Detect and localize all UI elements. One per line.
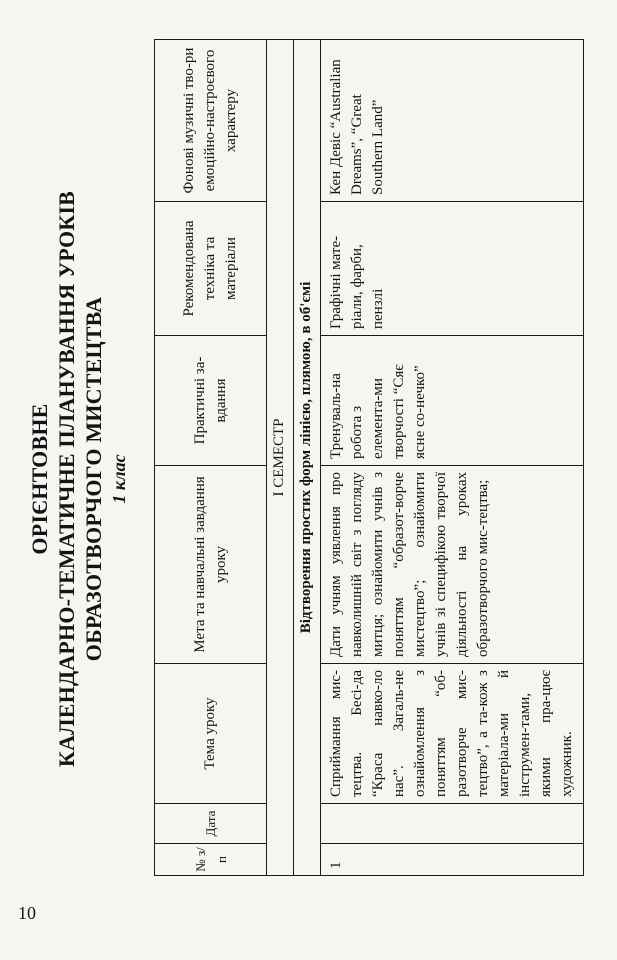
document-heading bbox=[26, 24, 146, 934]
cell-goal: Дати учням уявлення про навколишній світ з погляду митця; ознайомити учнів з поняттям “образот-ворче мистецтво”; ознайомити учнів зі специфікою творчої діяльності на уроках образотворчого мис-тецтва; bbox=[321, 466, 584, 664]
cell-materials: Графічні мате-ріали, фарби, пензлі bbox=[321, 202, 584, 336]
cell-topic: Сприймання мис-тецтва. Бесі-да “Краса навко-ло нас”. Загаль-не ознайомлення з поняттям “об-разотворче мис-тецтво”, а та-кож з матеріала-ми й інструмен-тами, якими пра-цює художник. bbox=[321, 664, 584, 804]
header-number: № з/п bbox=[155, 844, 267, 876]
lesson-plan-table bbox=[154, 39, 584, 876]
header-practical: Практичні за-вдання bbox=[155, 336, 267, 466]
title-line-1: ОРІЄНТОВНЕ bbox=[27, 403, 52, 555]
cell-practical: Тренуваль-на робота з елемента-ми творчості “Сяє ясне со-нечко” bbox=[321, 336, 584, 466]
header-goal: Мета та навчальні завдання уроку bbox=[155, 466, 267, 664]
section-title: Відтворення простих форм лінією, плямою, в об'ємі bbox=[294, 40, 321, 876]
header-music: Фонові музичні тво-ри емоційно-настроєвого характеру bbox=[155, 40, 267, 202]
cell-number: 1 bbox=[321, 844, 584, 876]
table-row bbox=[321, 40, 584, 876]
title-line-2: КАЛЕНДАРНО-ТЕМАТИЧНЕ ПЛАНУВАННЯ УРОКІВ bbox=[54, 190, 79, 768]
header-row bbox=[155, 40, 267, 876]
class-label: 1 клас bbox=[109, 454, 129, 504]
header-topic: Тема уроку bbox=[155, 664, 267, 804]
cell-date bbox=[321, 804, 584, 844]
rotated-content bbox=[26, 24, 586, 934]
cell-music: Кен Девіс “Australian Dreams”, “Great Southern Land” bbox=[321, 40, 584, 202]
header-materials: Рекомендована техніка та матеріали bbox=[155, 202, 267, 336]
section-row bbox=[294, 40, 321, 876]
header-date: Дата bbox=[155, 804, 267, 844]
semester-label: І СЕМЕСТР bbox=[267, 40, 294, 876]
title-line-3: ОБРАЗОТВОРЧОГО МИСТЕЦТВА bbox=[81, 296, 106, 662]
semester-row bbox=[267, 40, 294, 876]
page-number: 10 bbox=[18, 903, 36, 923]
